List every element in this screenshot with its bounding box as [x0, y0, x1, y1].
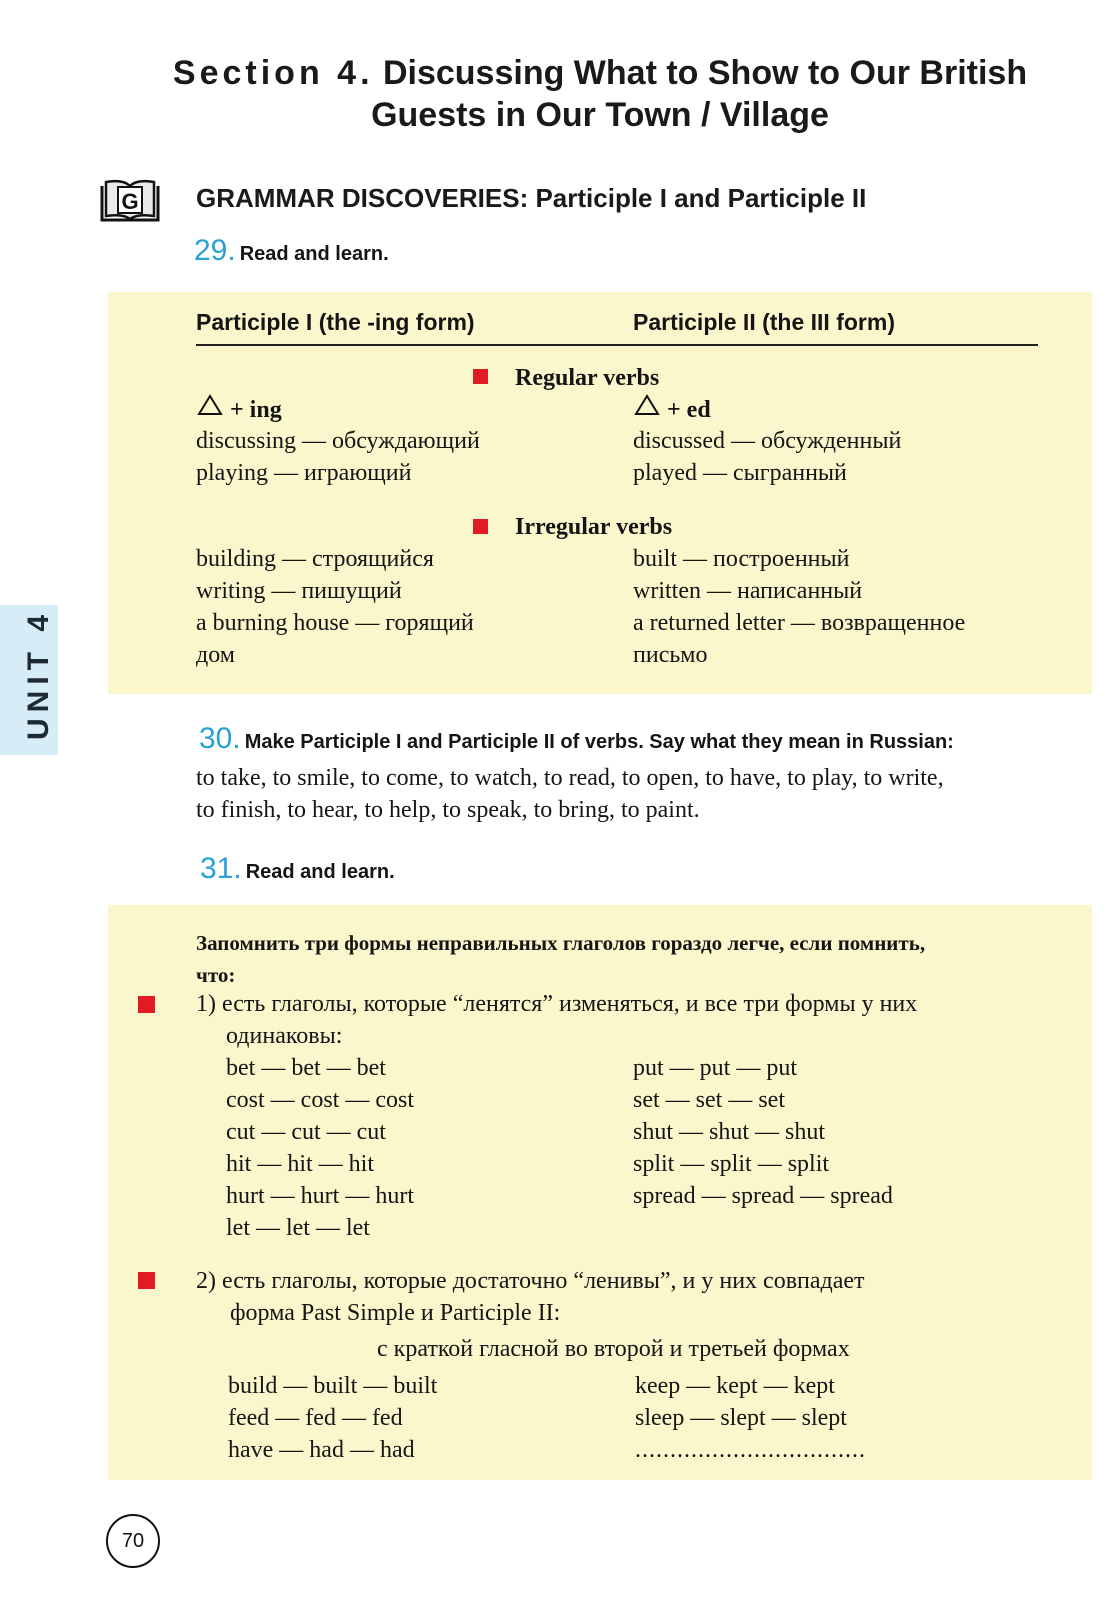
list-item: playing — играющий: [196, 460, 412, 486]
participle1-column-heading: Participle I (the -ing form): [196, 309, 475, 335]
table-header-rule: [196, 344, 1038, 346]
point1-left-list: [226, 1052, 414, 1244]
participle2-column-heading: Participle II (the III form): [633, 309, 895, 335]
point2-marker: [138, 1272, 155, 1289]
irregular-verbs-marker: [473, 519, 488, 534]
section-label: Section 4.: [172, 54, 374, 92]
rule-intro-line2: что:: [196, 963, 236, 987]
irregular-right-list: [633, 543, 965, 671]
list-item: a returned letter — возвращенное: [633, 610, 966, 636]
ed-rule: + ed: [667, 397, 711, 423]
point2-left-list: [228, 1370, 437, 1466]
list-item: keep — kept — kept: [635, 1373, 835, 1399]
regular-right-list: [633, 425, 901, 489]
stem-triangle-icon: [196, 393, 224, 417]
point2-right-list: [635, 1370, 866, 1466]
list-item: let — let — let: [226, 1215, 370, 1241]
list-item: split — split — split: [633, 1151, 830, 1177]
exercise-30-instruction: Make Participle I and Participle II of verbs. Say what they mean in Russian:: [244, 731, 954, 753]
list-item: discussing — обсуждающий: [196, 428, 480, 454]
exercise-29-number: 29.: [194, 234, 236, 267]
point2-subheading: с краткой гласной во второй и третьей формах: [377, 1336, 850, 1362]
list-item: a burning house — горящий: [196, 610, 474, 636]
point1-right-list: [633, 1052, 893, 1212]
section-title-line1: Discussing What to Show to Our British: [382, 54, 1028, 92]
list-item: discussed — обсужденный: [633, 428, 902, 454]
list-item: cost — cost — cost: [226, 1087, 414, 1113]
list-item: written — написанный: [633, 578, 863, 604]
list-item: shut — shut — shut: [633, 1119, 826, 1145]
list-item: build — built — built: [228, 1373, 438, 1399]
point1-line1: 1) есть глаголы, которые “ленятся” изменяться, и все три формы у них: [196, 991, 918, 1017]
list-item: building — строящийся: [196, 546, 434, 572]
point1-line2: одинаковы:: [226, 1023, 343, 1049]
list-item: hit — hit — hit: [226, 1151, 375, 1177]
list-item: письмо: [633, 642, 708, 668]
stem-triangle-icon: [633, 393, 661, 417]
list-item: cut — cut — cut: [226, 1119, 386, 1145]
section-title: [80, 52, 1120, 94]
list-item: built — построенный: [633, 546, 850, 572]
grammar-g-letter: G: [121, 189, 139, 214]
list-item: sleep — slept — slept: [635, 1405, 847, 1431]
exercise-29-instruction: Read and learn.: [239, 243, 389, 265]
regular-verbs-title: Regular verbs: [515, 365, 660, 391]
irregular-verbs-title: Irregular verbs: [515, 514, 673, 540]
grammar-g-icon: [100, 178, 160, 222]
regular-verbs-marker: [473, 369, 488, 384]
rule-intro-line1: Запомнить три формы неправильных глаголов гораздо легче, если помнить,: [196, 931, 926, 955]
exercise-30-number: 30.: [199, 722, 241, 755]
list-item: played — сыгранный: [633, 460, 847, 486]
point2-line1: 2) есть глаголы, которые достаточно “ленивы”, и у них совпадает: [196, 1268, 865, 1294]
list-item: have — had — had: [228, 1437, 415, 1463]
list-item: feed — fed — fed: [228, 1405, 403, 1431]
list-item: дом: [196, 642, 235, 668]
point1-marker: [138, 996, 155, 1013]
point2-line2: форма Past Simple и Participle II:: [230, 1300, 561, 1326]
exercise-31-header: [200, 852, 395, 886]
list-item: bet — bet — bet: [226, 1055, 386, 1081]
exercise-31-instruction: Read and learn.: [245, 861, 395, 883]
list-item: put — put — put: [633, 1055, 798, 1081]
list-item: writing — пишущий: [196, 578, 402, 604]
section-title-line2: Guests in Our Town / Village: [371, 96, 829, 134]
list-item: set — set — set: [633, 1087, 785, 1113]
regular-left-rule: [196, 393, 282, 426]
regular-right-rule: [633, 393, 711, 426]
exercise-31-number: 31.: [200, 852, 242, 885]
list-item-placeholder: .................................: [635, 1437, 866, 1463]
exercise-29-header: [194, 234, 389, 268]
regular-left-list: [196, 425, 480, 489]
unit-label: UNIT 4: [22, 608, 55, 740]
exercise-30-verbs-line2: to finish, to hear, to help, to speak, to bring, to paint.: [196, 797, 700, 823]
page-number: 70: [106, 1514, 160, 1568]
exercise-30-header: [199, 722, 954, 756]
list-item: spread — spread — spread: [633, 1183, 893, 1209]
irregular-left-list: [196, 543, 474, 671]
list-item: hurt — hurt — hurt: [226, 1183, 414, 1209]
grammar-heading: GRAMMAR DISCOVERIES: Participle I and Participle II: [196, 183, 867, 213]
ing-rule: + ing: [230, 397, 282, 423]
exercise-30-verbs-line1: to take, to smile, to come, to watch, to read, to open, to have, to play, to write,: [196, 765, 944, 791]
